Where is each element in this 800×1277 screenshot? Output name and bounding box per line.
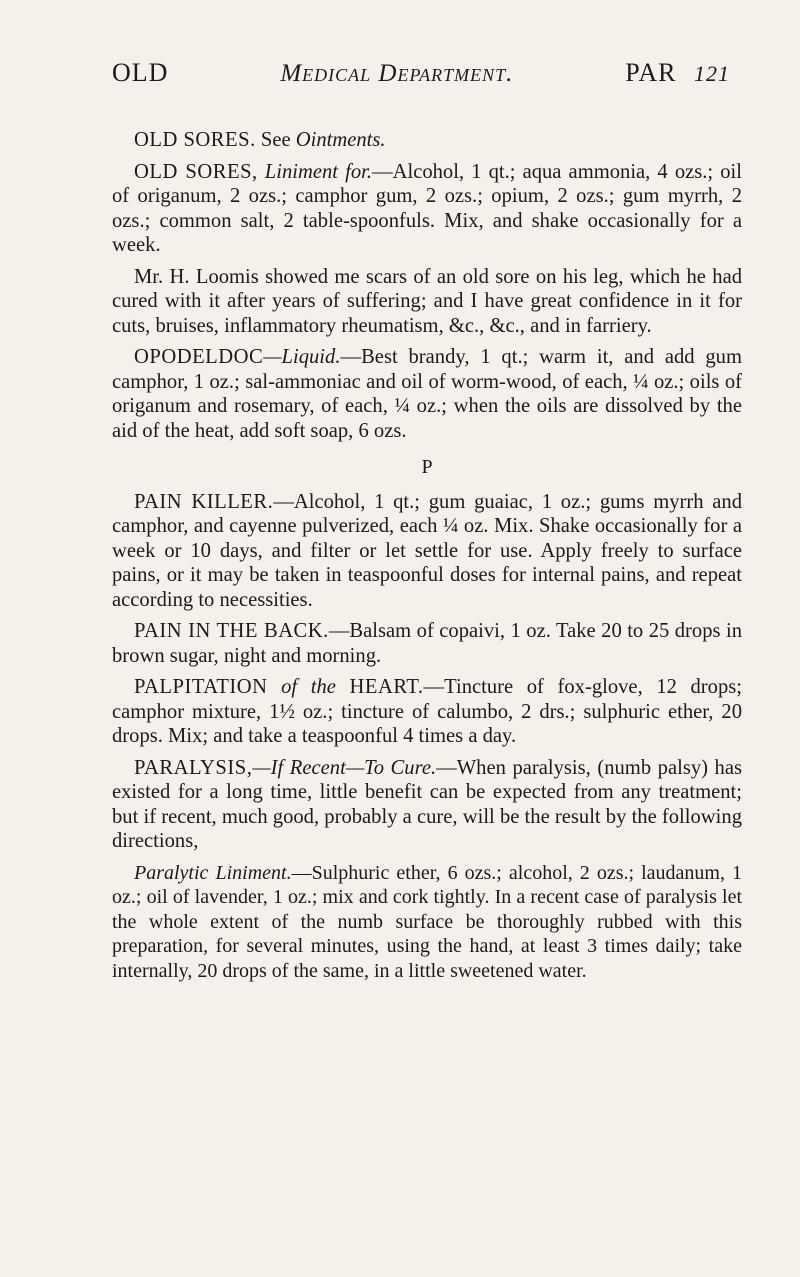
- entry-paralytic-liniment: [112, 861, 742, 984]
- entry-subtitle: of the: [267, 676, 350, 698]
- entry-headword-2: HEART.: [349, 676, 424, 698]
- entry-text: See: [255, 129, 296, 151]
- entry-headword: PAIN KILLER.: [134, 490, 274, 513]
- entry-text: —Alcohol, 1 qt.; aqua ammonia, 4 ozs.; oil of origanum, 2 ozs.; camphor gum, 2 ozs.; opium, 2 ozs.; gum myrrh, 2 ozs.; common salt, 2 table-spoonfuls. Mix, and shake occasionally for a week.: [112, 160, 742, 256]
- entry-subtitle: —Liquid.: [263, 346, 341, 368]
- entry-old-sores-ref: [112, 128, 742, 153]
- header-right: [625, 58, 730, 88]
- section-letter: P: [421, 456, 433, 478]
- entry-subtitle: Liniment for.: [257, 160, 372, 183]
- entry-subtitle: —If Recent—To Cure.: [252, 756, 437, 779]
- entry-headword: PALPITATION: [134, 676, 268, 698]
- entry-palpitation: [112, 675, 742, 749]
- entry-opodeldoc: [112, 345, 742, 443]
- header-left-word: OLD: [112, 58, 169, 87]
- body-text: [112, 128, 742, 990]
- header-right-word: PAR: [625, 58, 677, 87]
- entry-headword: OLD SORES,: [134, 160, 258, 183]
- entry-text: —When paralysis, (numb palsy) has existed for a long time, little benefit can be expected from any treatment; but if recent, much good, probably a cure, will be the result by the following directions,: [112, 756, 742, 852]
- running-head: [112, 58, 730, 88]
- header-section-title: Medical Department.: [280, 60, 514, 87]
- entry-old-sores-liniment: [112, 160, 742, 258]
- entry-text: —Best brandy, 1 qt.; warm it, and add gum camphor, 1 oz.; sal-ammoniac and oil of worm-wood, of each, ¼ oz.; oils of origanum and rosemary, of each, ¼ oz.; when the oils are dissolved by the aid of the heat, add soft soap, 6 ozs.: [112, 346, 742, 442]
- entry-text: —Alcohol, 1 qt.; gum guaiac, 1 oz.; gums myrrh and camphor, and cayenne pulverized, each ¼ oz. Mix. Shake occasionally for a week or 10 days, and filter or let settle for use. Apply freely to surface pains, or it may be taken in teaspoonful doses for internal pains, and repeat according to necessities.: [112, 490, 742, 611]
- entry-text: —Sulphuric ether, 6 ozs.; alcohol, 2 ozs.; laudanum, 1 oz.; oil of lavender, 1 oz.; mix and cork tightly. In a recent case of paralysis let the whole extent of the numb surface be thoroughly rubbed with this preparation, for several minutes, using the hand, at least 3 times daily; take internally, 20 drops of the same, in a little sweetened water.: [112, 861, 742, 982]
- page-number: 121: [693, 61, 730, 86]
- entry-note: Mr. H. Loomis showed me scars of an old sore on his leg, which he had cured with it after years of suffering; and I have great confidence in it for cuts, bruises, inflammatory rheumatism, &c., &c., and in farriery.: [112, 265, 742, 337]
- cross-reference: Ointments.: [295, 129, 386, 151]
- entry-headword: OLD SORES.: [134, 129, 256, 151]
- entry-headword: PAIN IN THE BACK.: [134, 620, 329, 642]
- entry-pain-back: [112, 619, 742, 668]
- entry-paralysis: [112, 756, 742, 854]
- entry-text: —Tincture of fox-glove, 12 drops; camphor mixture, 1½ oz.; tincture of calumbo, 2 drs.; sulphuric ether, 20 drops. Mix; and take a teaspoonful 4 times a day.: [112, 676, 742, 747]
- entry-text: —Balsam of copaivi, 1 oz. Take 20 to 25 drops in brown sugar, night and morning.: [112, 620, 742, 667]
- entry-headword: OPODELDOC: [134, 346, 264, 368]
- entry-headword: PARALYSIS,: [134, 756, 253, 779]
- entry-pain-killer: [112, 490, 742, 613]
- entry-subtitle: Paralytic Liniment.: [134, 861, 292, 884]
